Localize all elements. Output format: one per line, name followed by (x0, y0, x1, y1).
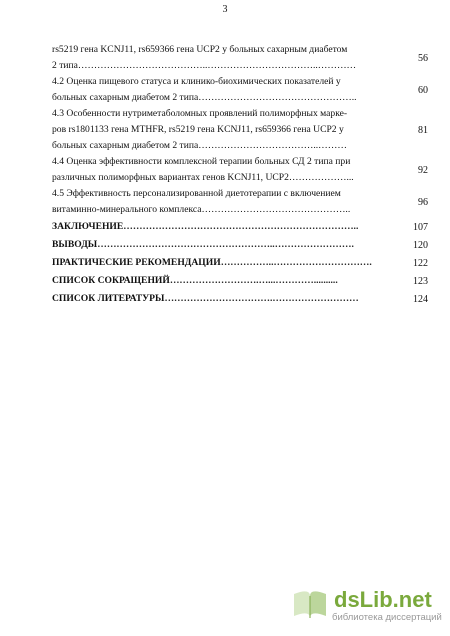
toc-line: ров rs1801133 гена MTHFR, rs5219 гена KCNJ11, rs659366 гена UCP2 у (52, 124, 344, 135)
toc-heading-entry (52, 272, 428, 290)
toc-page-number: 56 (418, 52, 428, 64)
toc-entry-text (52, 291, 400, 307)
toc-entry-text (52, 154, 400, 186)
toc-line: rs5219 гена KCNJ11, rs659366 гена UCP2 у больных сахарным диабетом (52, 44, 348, 55)
toc-heading-conclusion: ЗАКЛЮЧЕНИЕ……………………………………………………………….. (52, 221, 359, 232)
toc-page-number: 123 (413, 275, 428, 287)
watermark-brand: dsLib.net (334, 587, 432, 612)
toc-entry (52, 42, 428, 74)
toc-entry (52, 186, 428, 218)
toc-page-number: 120 (413, 239, 428, 251)
toc-heading-findings: ВЫВОДЫ………………………………………………..……………………. (52, 239, 354, 250)
page-number: 3 (222, 4, 228, 15)
toc-entry-text (52, 186, 400, 218)
toc-page-number: 81 (418, 124, 428, 136)
toc-line: 4.2 Оценка пищевого статуса и клинико-биохимических показателей у (52, 76, 341, 87)
toc-entry (52, 106, 428, 154)
toc-heading-references: СПИСОК ЛИТЕРАТУРЫ…………………………….……………………… (52, 293, 359, 304)
toc-heading-entry (52, 218, 428, 236)
toc-entry (52, 74, 428, 106)
watermark-subtitle: библиотека диссертаций (332, 612, 442, 623)
toc-entry (52, 154, 428, 186)
dslib-watermark (290, 588, 440, 626)
book-logo-icon (290, 588, 330, 620)
toc-line: различных полиморфных вариантах генов KCNJ11, UCP2………………... (52, 172, 354, 183)
toc-page-number: 122 (413, 257, 428, 269)
toc-line: 4.4 Оценка эффективности комплексной терапии больных СД 2 типа при (52, 156, 351, 167)
toc-page-number: 107 (413, 221, 428, 233)
toc-entry-text (52, 106, 400, 154)
toc-page-number: 124 (413, 293, 428, 305)
toc-page-number: 92 (418, 164, 428, 176)
toc-entry-text (52, 42, 400, 74)
toc-heading-recommendations: ПРАКТИЧЕСКИЕ РЕКОМЕНДАЦИИ……………..…………………………. (52, 257, 372, 268)
toc-line: больных сахарным диабетом 2 типа………………………………………….. (52, 92, 357, 103)
toc-entry-text (52, 74, 400, 106)
toc-entry-text (52, 273, 400, 289)
toc-heading-entry (52, 290, 428, 308)
toc-entry-text (52, 255, 400, 271)
toc-line: 2 типа…………………………………..……………………………..………… (52, 60, 357, 71)
toc-heading-abbreviations: СПИСОК СОКРАЩЕНИЙ……………………….…...………….......... (52, 275, 338, 286)
toc-line: 4.5 Эффективность персонализированной диетотерапии с включением (52, 188, 341, 199)
toc-line: витаминно-минерального комплекса……………………………………….. (52, 204, 351, 215)
toc-entry-text (52, 237, 400, 253)
toc-entry-text (52, 219, 400, 235)
toc-page-number: 96 (418, 196, 428, 208)
toc-page-number: 60 (418, 84, 428, 96)
toc-heading-entry (52, 254, 428, 272)
table-of-contents (52, 42, 428, 308)
toc-line: больных сахарным диабетом 2 типа………………………………..……… (52, 140, 347, 151)
toc-line: 4.3 Особенности нутриметаболомных проявлений полиморфных марке- (52, 108, 348, 119)
toc-heading-entry (52, 236, 428, 254)
